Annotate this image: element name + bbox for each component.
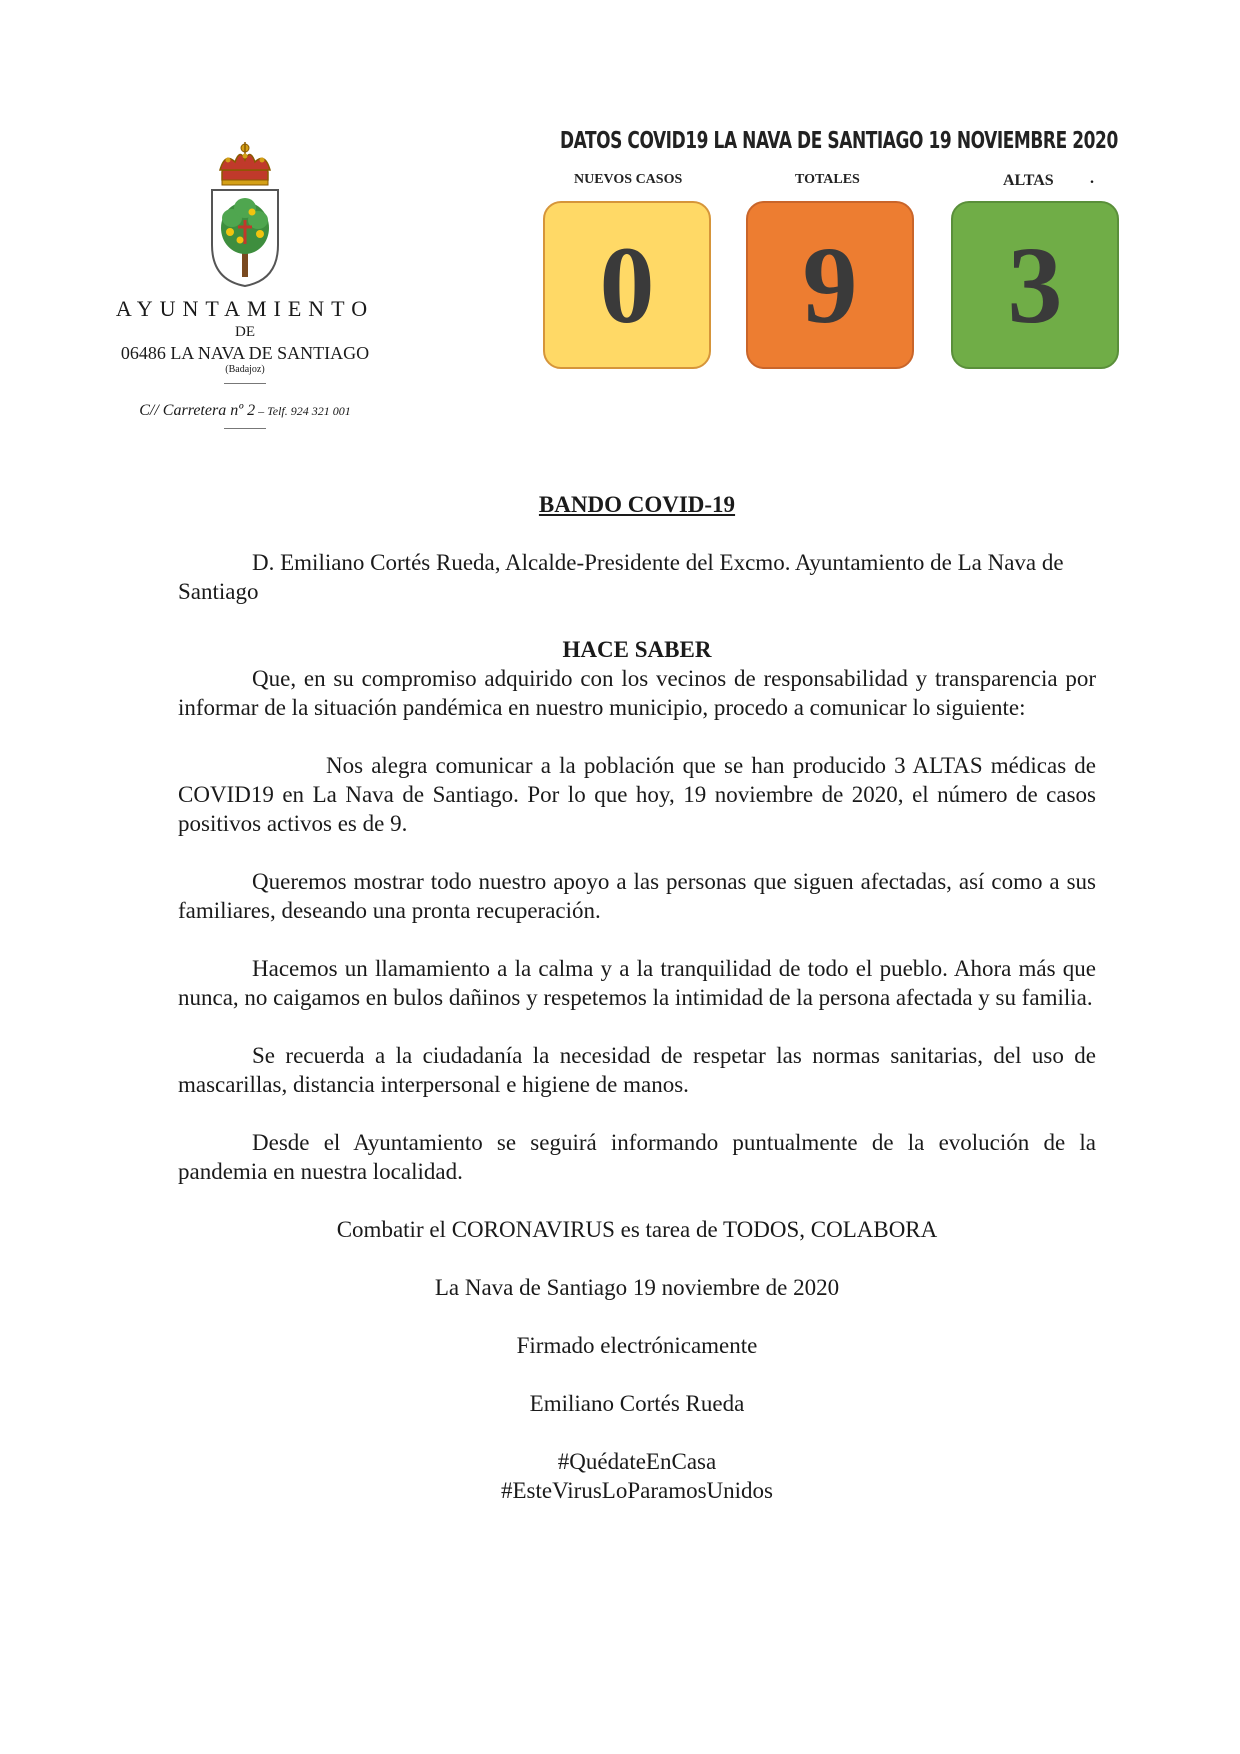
tile-nuevos-casos: 0 xyxy=(543,201,711,369)
address-phone: – Telf. 924 321 001 xyxy=(255,404,351,418)
paragraph-6: Desde el Ayuntamiento se seguirá informando puntualmente de la evolución de la pandemia en nuestra localidad. xyxy=(178,1130,1096,1184)
paragraph-5: Se recuerda a la ciudadanía la necesidad de respetar las normas sanitarias, del uso de mascarillas, distancia interpersonal e higiene de manos. xyxy=(178,1043,1096,1097)
covid-data-heading: DATOS COVID19 LA NAVA DE SANTIAGO 19 NOVIEMBRE 2020 xyxy=(560,128,1118,154)
hashtag-quedate: #QuédateEnCasa xyxy=(557,1449,717,1474)
letterhead-address xyxy=(90,402,400,420)
tile-altas: 3 xyxy=(951,201,1119,369)
label-nuevos-casos: NUEVOS CASOS xyxy=(574,172,683,187)
paragraph-3: Queremos mostrar todo nuestro apoyo a las personas que siguen afectadas, así como a sus familiares, deseando una pronta recuperación. xyxy=(178,869,1096,923)
coat-of-arms-icon xyxy=(200,140,290,290)
signed-electronically: Firmado electrónicamente xyxy=(516,1333,758,1358)
label-totales: TOTALES xyxy=(795,172,860,187)
label-dot: . xyxy=(1090,170,1094,187)
intro-paragraph: D. Emiliano Cortés Rueda, Alcalde-Presidente del Excmo. Ayuntamiento de La Nava de Santiago xyxy=(178,550,1064,604)
letterhead-de: DE xyxy=(235,324,255,340)
hashtag-estevirus: #EsteVirusLoParamosUnidos xyxy=(500,1478,774,1503)
letterhead-divider xyxy=(224,383,266,384)
paragraph-1: Que, en su compromiso adquirido con los vecinos de responsabilidad y transparencia por informar de la situación pandémica en nuestro municipio, procedo a comunicar lo siguiente: xyxy=(178,666,1096,720)
letterhead-province: (Badajoz) xyxy=(225,364,265,375)
tile-totales: 9 xyxy=(746,201,914,369)
letterhead-title: AYUNTAMIENTO xyxy=(115,296,375,321)
document-body xyxy=(178,490,1096,1505)
signatory-name: Emiliano Cortés Rueda xyxy=(529,1391,745,1416)
letterhead-town: 06486 LA NAVA DE SANTIAGO xyxy=(120,343,370,363)
slogan: Combatir el CORONAVIRUS es tarea de TODOS, COLABORA xyxy=(336,1217,938,1242)
letterhead xyxy=(90,140,400,429)
place-date: La Nava de Santiago 19 noviembre de 2020 xyxy=(434,1275,840,1300)
letterhead-divider-bottom xyxy=(224,428,266,429)
paragraph-2: Nos alegra comunicar a la población que se han producido 3 ALTAS médicas de COVID19 en La Nava de Santiago. Por lo que hoy, 19 noviembre de 2020, el número de casos positivos activos es de 9. xyxy=(178,753,1096,836)
paragraph-4: Hacemos un llamamiento a la calma y a la tranquilidad de todo el pueblo. Ahora más que nunca, no caigamos en bulos dañinos y respetemos la intimidad de la persona afectada y su familia. xyxy=(178,956,1096,1010)
hace-saber-heading: HACE SABER xyxy=(562,637,712,662)
document-title: BANDO COVID-19 xyxy=(538,492,736,517)
address-street: C// Carretera nº 2 xyxy=(139,402,256,419)
label-altas: ALTAS xyxy=(1003,172,1054,189)
